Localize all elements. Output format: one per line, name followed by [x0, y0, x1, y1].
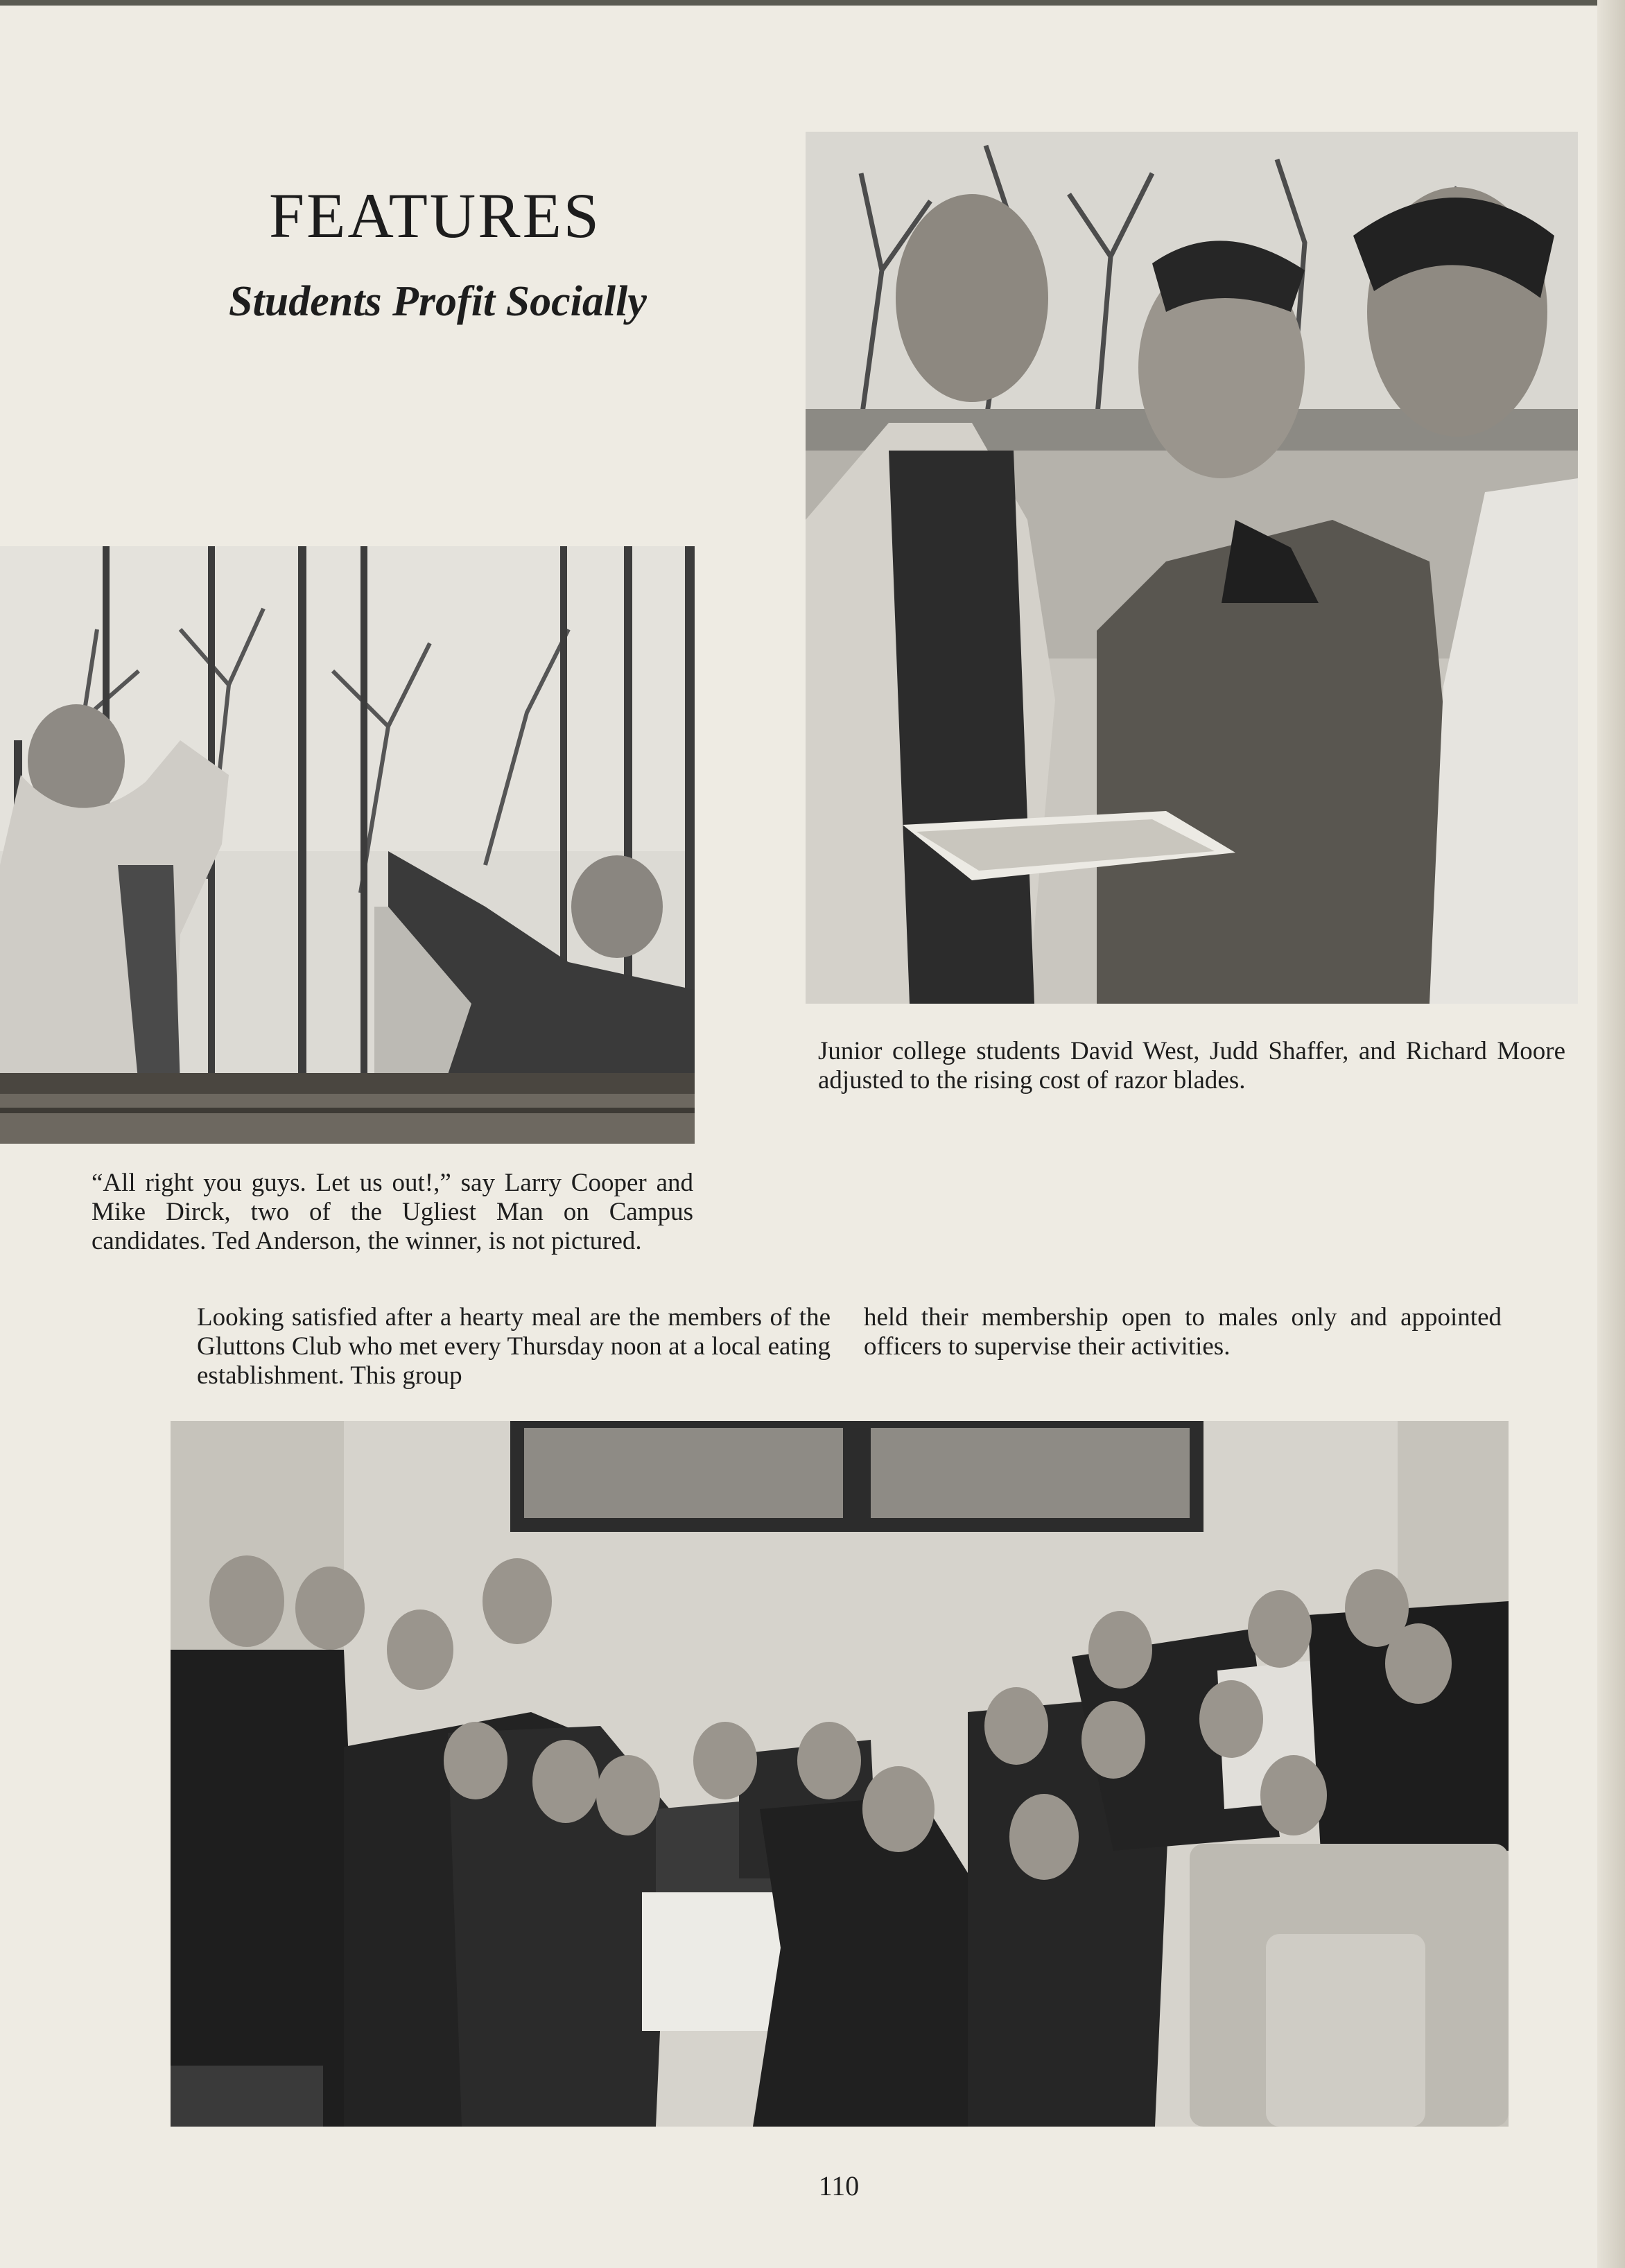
- photo-gluttons-club: [171, 1421, 1509, 2127]
- caption-gluttons-club-column-2: held their membership open to males only and appointed officers to supervise their activities.: [864, 1303, 1502, 1361]
- page-binding-edge: [1597, 0, 1625, 2268]
- caption-razor-blades: Junior college students David West, Judd Shaffer, and Richard Moore adjusted to the rising cost of razor blades.: [818, 1037, 1565, 1094]
- page-subtitle: Students Profit Socially: [229, 278, 647, 325]
- page-title: FEATURES: [269, 180, 601, 251]
- photo-students-with-book: [806, 132, 1578, 1004]
- photo-students-behind-bars: [0, 546, 695, 1144]
- caption-ugliest-man: “All right you guys. Let us out!,” say Larry Cooper and Mike Dirck, two of the Ugliest Man on Campus candidates. Ted Anderson, the winner, is not pictured.: [92, 1169, 693, 1255]
- page-top-edge: [0, 0, 1625, 6]
- page-number: 110: [818, 2170, 860, 2201]
- caption-gluttons-club-column-1: Looking satisfied after a hearty meal are the members of the Gluttons Club who met every Thursday noon at a local eating establishment. This group: [197, 1303, 831, 1390]
